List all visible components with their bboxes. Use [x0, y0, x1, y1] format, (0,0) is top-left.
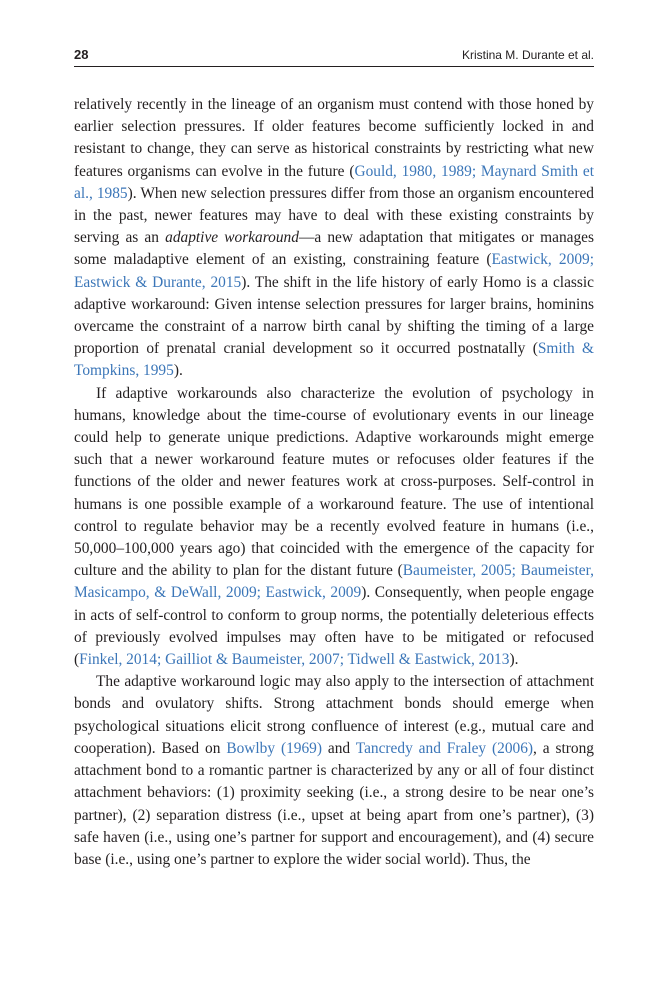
text-run: ). When new selection pressures differ from those an organism encountered in the past, newer features may have to deal with these existing constraints by serving as an: [74, 184, 594, 247]
text-run: The adaptive workaround logic may also apply to the intersection of attachment bonds and ovulatory shifts. Strong attachment bonds should emerge when psychological situations elicit strong confluence of interest (e.g., mutual care and cooperation). Based on: [74, 673, 594, 757]
citation-link[interactable]: Tancredy and Fraley (2006): [355, 739, 534, 757]
paragraph: [74, 94, 594, 383]
citation-link[interactable]: Eastwick, 2009; Eastwick & Durante, 2015: [74, 251, 594, 291]
text-run: and: [322, 739, 356, 757]
running-head: Kristina M. Durante et al.: [461, 48, 594, 62]
text-run: ). Consequently, when people engage in acts of self-control to conform to group norms, the potentially deleterious effects of previously evolved impulses may often have to be mitigated or refocused (: [74, 584, 595, 669]
citation-link[interactable]: Smith & Tompkins, 1995: [74, 340, 594, 380]
text-run: , a strong attachment bond to a romantic partner is characterized by any or all of four distinct attachment behaviors: (1) proximity seeking (i.e., a strong desire to be near one’s partner), (2) separation distress (i.e., upset at being apart from one’s partner), (3) safe haven (i.e., using one’s partner for support and encouragement), and (4) secure base (i.e., using one’s partner to explore the wider social world). Thus, the: [74, 739, 594, 868]
text-run: ). The shift in the life history of early Homo is a classic adaptive workaround: Given intense selection pressures for larger brains, hominins overcame the constraint of a narrow birth canal by shifting the timing of a large proportion of prenatal cranial development so it occurred postnatally (: [74, 273, 594, 358]
text-run: ).: [173, 362, 183, 380]
text-run: If adaptive workarounds also characterize the evolution of psychology in humans, knowledge about the time-course of evolutionary events in our lineage could help to generate unique predictions. Adaptive workarounds might emerge such that a newer workaround feature mutes or refocuses older features if the functions of the older and newer features work at cross-purposes. Self-control in humans is one possible example of a workaround feature. The use of intentional control to regulate behavior may be a recently evolved feature in humans (i.e., 50,000–100,000 years ago) that coincided with the emergence of the capacity for culture and the ability to plan for the distant future (: [74, 384, 594, 580]
page-header: [74, 46, 594, 67]
citation-link[interactable]: Gould, 1980, 1989; Maynard Smith et al., 1985: [74, 162, 594, 202]
text-run: relatively recently in the lineage of an organism must contend with those honed by earlier selection pressures. If older features become sufficiently locked in and resistant to change, they can serve as historical constraints by restricting what new features organisms can evolve in the future (: [74, 96, 594, 180]
citation-link[interactable]: Finkel, 2014; Gailliot & Baumeister, 2007; Tidwell & Eastwick, 2013: [79, 651, 510, 669]
citation-link[interactable]: Bowlby (1969): [226, 739, 322, 757]
text-run: ).: [509, 651, 519, 669]
paragraph: [74, 383, 594, 672]
text-run: —a new adaptation that mitigates or manages some maladaptive element of an existing, constraining feature (: [74, 229, 594, 269]
paragraph: [74, 671, 594, 871]
citation-link[interactable]: Baumeister, 2005; Baumeister, Masicampo, & DeWall, 2009; Eastwick, 2009: [74, 562, 594, 602]
page-number: 28: [74, 47, 89, 62]
body-text: [74, 94, 594, 871]
emphasized-term: adaptive workaround: [165, 229, 299, 247]
